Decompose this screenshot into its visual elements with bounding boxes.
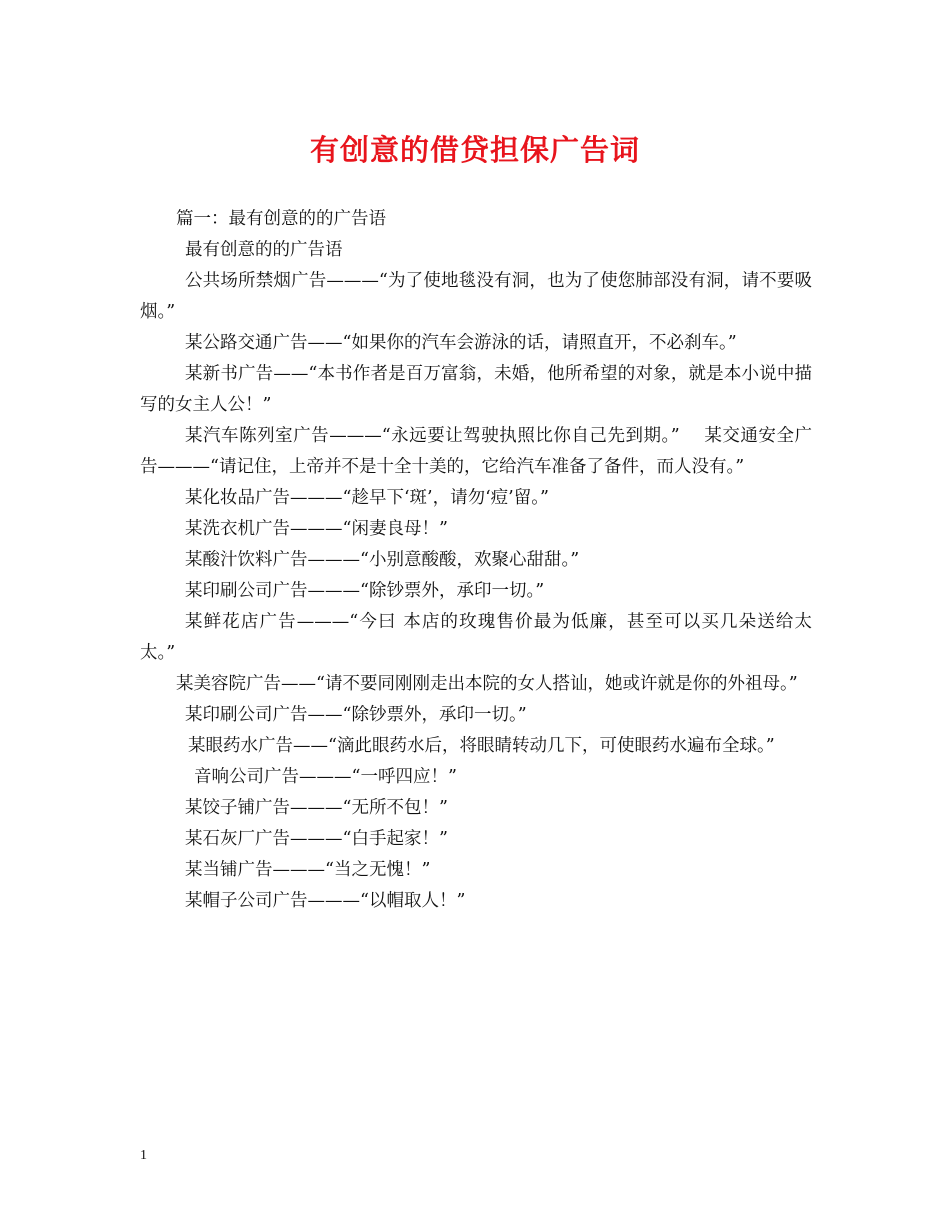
paragraph: 篇一：最有创意的的广告语	[176, 209, 386, 229]
paragraph: 某鲜花店广告———“今曰 本店的玫瑰售价最为低廉，甚至可以买几朵送给太太。”	[140, 612, 812, 663]
page-number: 1	[140, 1148, 147, 1163]
paragraph: 某洗衣机广告———“闲妻良母！”	[185, 519, 448, 539]
paragraph: 某帽子公司广告———“以帽取人！”	[185, 891, 466, 911]
paragraph: 某石灰厂广告———“白手起家！”	[185, 829, 448, 849]
paragraph: 某眼药水广告——“滴此眼药水后，将眼睛转动几下，可使眼药水遍布全球。”	[188, 736, 775, 756]
paragraph: 某饺子铺广告———“无所不包！”	[185, 798, 448, 818]
paragraph: 某印刷公司广告———“除钞票外，承印一切。”	[185, 581, 545, 601]
paragraph: 某新书广告——“本书作者是百万富翁，未婚，他所希望的对象，就是本小说中描写的女主人公！”	[140, 364, 812, 415]
document-body	[140, 204, 812, 917]
paragraph: 某公路交通广告——“如果你的汽车会游泳的话，请照直开，不必刹车。”	[185, 333, 737, 353]
paragraph: 某当铺广告———“当之无愧！”	[185, 860, 431, 880]
paragraph: 某美容院广告——“请不要同刚刚走出本院的女人搭讪，她或许就是你的外祖母。”	[176, 674, 798, 694]
paragraph: 公共场所禁烟广告———“为了使地毯没有洞，也为了使您肺部没有洞，请不要吸烟。”	[140, 271, 812, 322]
paragraph: 某汽车陈列室广告———“永远要让驾驶执照比你自己先到期。” 某交通安全广告———“请记住，上帝并不是十全十美的，它给汽车准备了备件，而人没有。”	[140, 426, 812, 477]
paragraph: 某酸汁饮料广告———“小别意酸酸，欢聚心甜甜。”	[185, 550, 580, 570]
paragraph: 某化妆品广告———“趁早下‘斑’，请勿‘痘’留。”	[185, 488, 549, 508]
paragraph: 某印刷公司广告——“除钞票外，承印一切。”	[185, 705, 527, 725]
paragraph: 音响公司广告———“一呼四应！”	[194, 767, 457, 787]
paragraph: 最有创意的的广告语	[185, 240, 343, 260]
document-title: 有创意的借贷担保广告词	[309, 133, 640, 167]
